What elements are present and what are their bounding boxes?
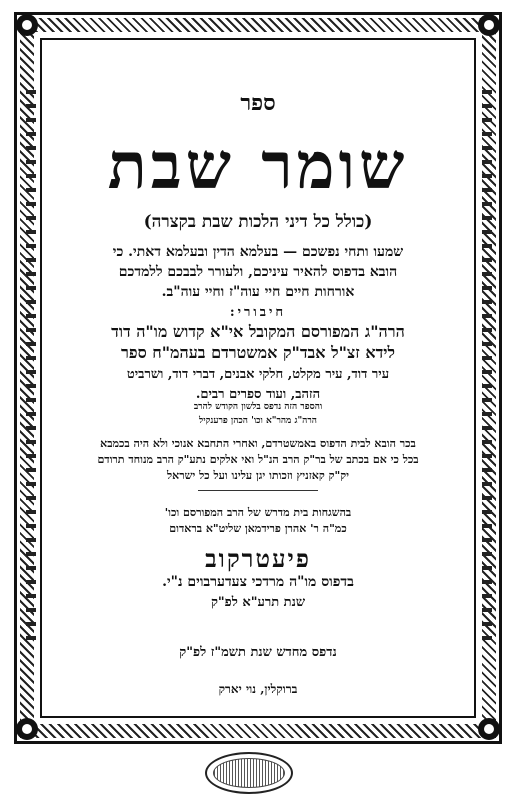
small-print-line: הרה"ג מהר"א וכו' הכהן פרענקיל <box>199 416 317 426</box>
author-line: הזהב, ועוד ספרים רבים. <box>195 387 321 402</box>
print-year: שנת תרע"א לפ"ק <box>210 595 306 610</box>
title-page-content <box>48 44 468 714</box>
publisher-line: בהשגחות בית מדרש של הרב המפורסם וכו' <box>164 506 352 519</box>
corner-ornament-icon <box>16 14 38 36</box>
separator-rule <box>198 490 318 491</box>
author-line: לידא זצ"ל אבד"ק אמשטרדם בעהמ"ח ספר <box>121 343 395 362</box>
note-line: יק"ק קאזניץ וזכותו יגן עלינו ועל כל ישראל <box>167 469 349 482</box>
print-place: פיעטרקוב <box>205 544 311 573</box>
printer-line: בדפוס מו"ה מרדכי צעדערבוים נ"י. <box>162 574 354 590</box>
corner-ornament-icon <box>478 14 500 36</box>
stamp-inner-ring <box>213 758 285 788</box>
publisher-line: כמ"ה ר' אהרן פרידמאן שליט"א בראדום <box>169 522 347 535</box>
note-line: בכל כי אם בכתב של בר"ק הרב הנ"ל ואי אלקים נתע"ק הרב מנוחד תרודם <box>97 453 419 466</box>
intro-line: הובא בדפוס להאיר עיניכם, ולעורר לבבכם ללמדכם <box>118 264 398 280</box>
sefer-label: ספר <box>240 90 276 116</box>
author-line: הרה"ג המפורסם המקובל אי"א קדוש מו"ה דוד <box>111 322 405 341</box>
book-title: שומר שבת <box>107 132 409 202</box>
corner-ornament-icon <box>16 718 38 740</box>
works-heading: חיבורי: <box>229 305 287 320</box>
reprint-line: נדפס מחדש שנת תשמ"ז לפ"ק <box>179 645 337 660</box>
note-line: בכר הובא לבית הדפוס באמשטרדם, ואחרי התחבא אנוכי ולא היה בכמבא <box>100 437 416 450</box>
vine-ornament-icon <box>482 90 492 650</box>
author-line: עיר דוד, עיר מקלט, חלקי אבנים, דברי דוד, ושרביט <box>126 367 390 382</box>
intro-line: אורחות חיים חיי עוה"ז וחיי עוה"ב. <box>161 284 355 300</box>
corner-ornament-icon <box>478 718 500 740</box>
vine-ornament-icon <box>26 90 36 650</box>
small-print-line: והספר הזה נדפס בלשון הקודש להרב <box>193 402 323 412</box>
reprint-city: ברוקלין, נוי יארק <box>218 682 298 696</box>
book-subtitle: (כולל כל דיני הלכות שבת בקצרה) <box>143 212 373 232</box>
intro-line: שמעו ותחי נפשכם — בעלמא הדין ובעלמא דאתי. כי <box>112 244 404 260</box>
library-stamp-icon <box>205 752 293 794</box>
